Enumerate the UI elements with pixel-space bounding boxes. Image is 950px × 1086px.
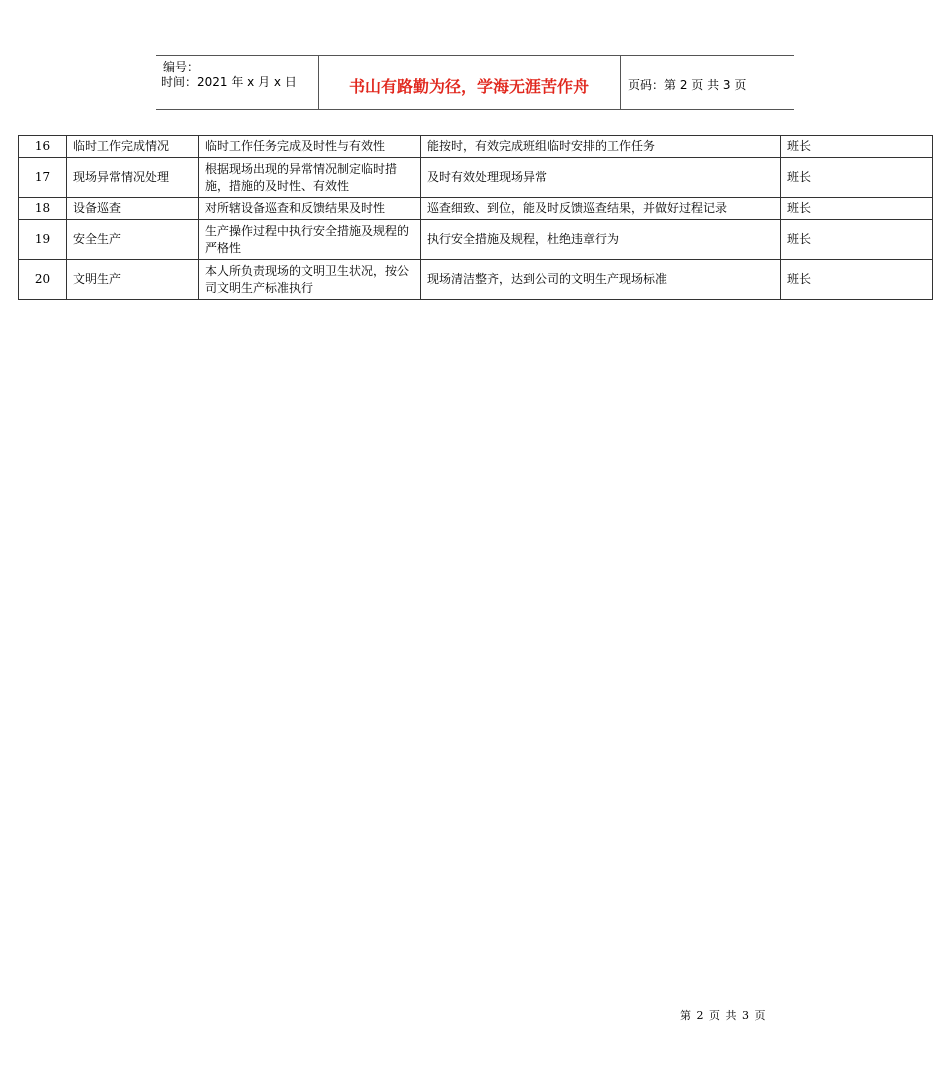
row-number: 17 <box>19 158 67 198</box>
evaluator: 班长 <box>781 198 933 220</box>
assessment-item: 安全生产 <box>67 220 199 260</box>
table-row <box>19 198 933 220</box>
evaluator: 班长 <box>781 136 933 158</box>
evaluator: 班长 <box>781 260 933 300</box>
table-row <box>19 220 933 260</box>
row-number: 16 <box>19 136 67 158</box>
evaluator: 班长 <box>781 158 933 198</box>
evaluator: 班长 <box>781 220 933 260</box>
header-divider <box>620 56 621 110</box>
assessment-item: 文明生产 <box>67 260 199 300</box>
assessment-standard: 执行安全措施及规程，杜绝违章行为 <box>421 220 781 260</box>
header-page-code: 页码：第 2 页 共 3 页 <box>628 78 747 92</box>
evaluation-table <box>18 135 933 300</box>
assessment-item: 现场异常情况处理 <box>67 158 199 198</box>
assessment-standard: 能按时，有效完成班组临时安排的工作任务 <box>421 136 781 158</box>
assessment-standard: 巡查细致、到位，能及时反馈巡查结果，并做好过程记录 <box>421 198 781 220</box>
table-row <box>19 136 933 158</box>
document-number-label: 编号： <box>163 60 200 74</box>
page-footer: 第 2 页 共 3 页 <box>680 1009 767 1022</box>
row-number: 20 <box>19 260 67 300</box>
assessment-item: 临时工作完成情况 <box>67 136 199 158</box>
table-row <box>19 158 933 198</box>
assessment-criteria: 生产操作过程中执行安全措施及规程的严格性 <box>199 220 421 260</box>
table-row <box>19 260 933 300</box>
assessment-criteria: 本人所负责现场的文明卫生状况，按公司文明生产标准执行 <box>199 260 421 300</box>
assessment-standard: 及时有效处理现场异常 <box>421 158 781 198</box>
header-motto: 书山有路勤为径，学海无涯苦作舟 <box>348 77 589 96</box>
row-number: 18 <box>19 198 67 220</box>
document-date: 时间：2021 年 x 月 x 日 <box>161 75 297 89</box>
page-header <box>156 55 794 110</box>
row-number: 19 <box>19 220 67 260</box>
assessment-criteria: 根据现场出现的异常情况制定临时措施，措施的及时性、有效性 <box>199 158 421 198</box>
assessment-item: 设备巡查 <box>67 198 199 220</box>
assessment-criteria: 对所辖设备巡查和反馈结果及时性 <box>199 198 421 220</box>
assessment-standard: 现场清洁整齐，达到公司的文明生产现场标准 <box>421 260 781 300</box>
assessment-criteria: 临时工作任务完成及时性与有效性 <box>199 136 421 158</box>
